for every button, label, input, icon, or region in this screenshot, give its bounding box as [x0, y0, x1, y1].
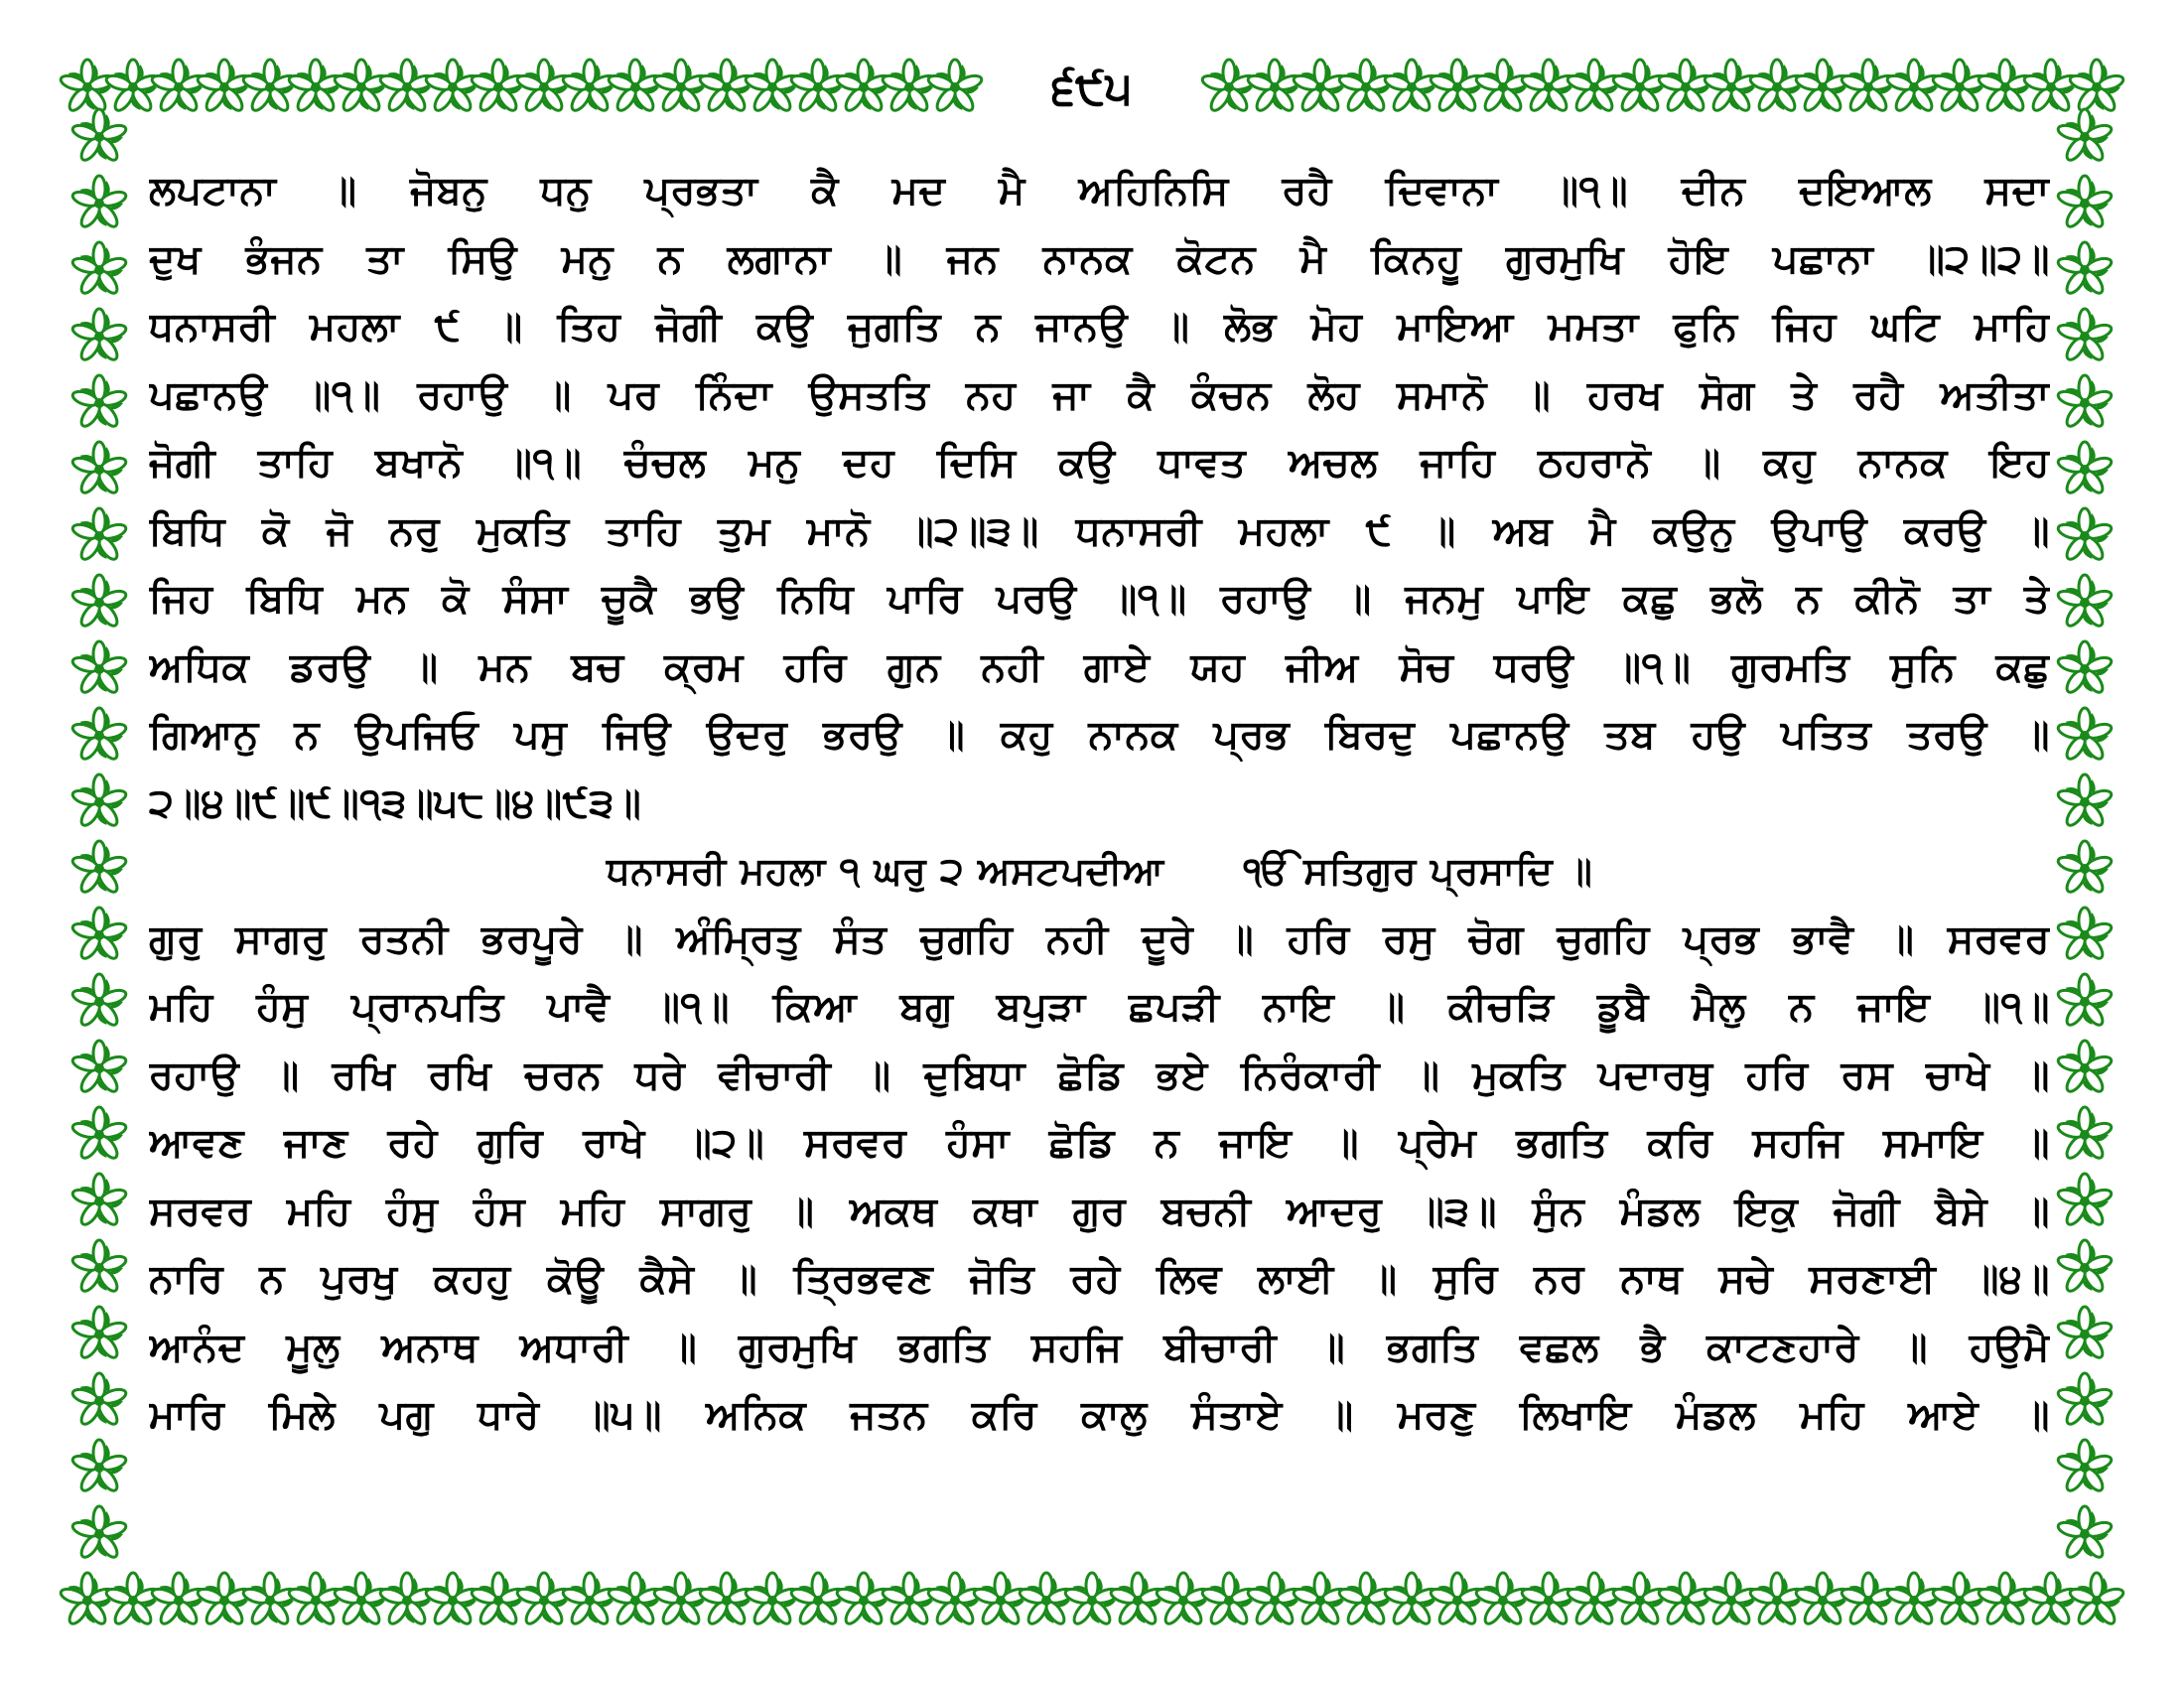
border-flower-icon [1475, 60, 1532, 113]
border-flower-icon [1201, 1573, 1258, 1626]
border-flower-icon [2057, 1041, 2114, 1094]
border-flower-icon [1704, 1573, 1760, 1626]
text-line: ਮਹਿ ਹੰਸੁ ਪ੍ਰਾਨਪਤਿ ਪਾਵੈ ॥੧॥ ਕਿਆ ਬਗੁ ਬਪੁੜਾ ਛਪੜੀ ਨਾਇ ॥ ਕੀਚੜਿ ਡੂਬੈ ਮੈਲੁ ਨ ਜਾਇ ॥੧॥ [149, 984, 2050, 1030]
border-flower-icon [197, 1573, 253, 1626]
border-flower-icon [2057, 109, 2114, 163]
border-flower-icon [71, 109, 128, 163]
border-flower-icon [2057, 841, 2114, 895]
border-flower-icon [882, 60, 938, 113]
border-flower-icon [71, 1307, 128, 1360]
text-line: ਆਵਣ ਜਾਣ ਰਹੇ ਗੁਰਿ ਰਾਖੇ ॥੨॥ ਸਰਵਰ ਹੰਸਾ ਛੋਡਿ ਨ ਜਾਇ ॥ ਪ੍ਰੇਮ ਭਗਤਿ ਕਰਿ ਸਹਜਿ ਸਮਾਇ ॥ [149, 1120, 2050, 1166]
border-flower-icon [608, 60, 664, 113]
text-line: ਰਹਾਉ ॥ ਰਖਿ ਰਖਿ ਚਰਨ ਧਰੇ ਵੀਚਾਰੀ ॥ ਦੁਬਿਧਾ ਛੋਡਿ ਭਏ ਨਿਰੰਕਾਰੀ ॥ ਮੁਕਤਿ ਪਦਾਰਥੁ ਹਰਿ ਰਸ ਚਾਖੇ ॥ [149, 1052, 2050, 1098]
border-flower-icon [699, 60, 755, 113]
border-flower-icon [653, 1573, 710, 1626]
border-flower-icon [242, 1573, 299, 1626]
border-flower-icon [1795, 60, 1851, 113]
border-flower-icon [2057, 641, 2114, 695]
border-flower-icon [60, 1573, 116, 1626]
border-flower-icon [1293, 60, 1349, 113]
border-flower-icon [745, 1573, 801, 1626]
border-flower-icon [2057, 309, 2114, 362]
border-flower-icon [197, 60, 253, 113]
border-flower-icon [2057, 1107, 2114, 1161]
border-flower-icon [2057, 508, 2114, 562]
border-flower-icon [2057, 774, 2114, 828]
border-flower-icon [2057, 974, 2114, 1028]
border-flower-icon [1612, 60, 1669, 113]
border-flower-icon [151, 60, 207, 113]
border-flower-icon [71, 442, 128, 495]
border-flower-icon [2057, 1174, 2114, 1227]
border-flower-icon [562, 60, 618, 113]
border-flower-icon [1064, 1573, 1121, 1626]
border-flower-icon [105, 1573, 162, 1626]
border-flower-icon [1156, 1573, 1212, 1626]
border-flower-icon [2023, 1573, 2080, 1626]
border-flower-icon [882, 1573, 938, 1626]
border-flower-icon [1567, 60, 1623, 113]
border-flower-icon [1749, 60, 1806, 113]
border-flower-icon [1886, 1573, 1943, 1626]
border-flower-icon [1338, 1573, 1395, 1626]
text-line: ਨਾਰਿ ਨ ਪੁਰਖੁ ਕਹਹੁ ਕੋਊ ਕੈਸੇ ॥ ਤ੍ਰਿਭਵਣ ਜੋਤਿ ਰਹੇ ਲਿਵ ਲਾਈ ॥ ਸੁਰਿ ਨਰ ਨਾਥ ਸਚੇ ਸਰਣਾਈ ॥੪॥ [149, 1256, 2050, 1302]
border-flower-icon [71, 1174, 128, 1227]
border-flower-icon [516, 60, 573, 113]
border-flower-icon [288, 1573, 344, 1626]
border-flower-icon [425, 60, 481, 113]
border-flower-icon [2057, 442, 2114, 495]
border-flower-icon [836, 60, 892, 113]
border-flower-icon [471, 1573, 527, 1626]
border-flower-icon [71, 1240, 128, 1294]
page-number: ੬੯੫ [1003, 58, 1181, 117]
border-flower-icon [71, 974, 128, 1028]
border-flower-icon [2069, 60, 2125, 113]
border-flower-icon [71, 1373, 128, 1427]
border-flower-icon [71, 242, 128, 296]
border-flower-icon [334, 1573, 390, 1626]
text-line: ਜੋਗੀ ਤਾਹਿ ਬਖਾਨੋ ॥੧॥ ਚੰਚਲ ਮਨੁ ਦਹ ਦਿਸਿ ਕਉ ਧਾਵਤ ਅਚਲ ਜਾਹਿ ਠਹਰਾਨੋ ॥ ਕਹੁ ਨਾਨਕ ਇਹ [149, 440, 2050, 486]
border-flower-icon [2057, 1440, 2114, 1493]
border-flower-icon [1795, 1573, 1851, 1626]
verse-numbering-line: ੨॥੪॥੯॥੯॥੧੩॥੫੮॥੪॥੯੩॥ [149, 779, 642, 826]
border-flower-icon [2057, 575, 2114, 629]
border-flower-icon [1384, 60, 1440, 113]
text-line: ਧਨਾਸਰੀ ਮਹਲਾ ੯ ॥ ਤਿਹ ਜੋਗੀ ਕਉ ਜੁਗਤਿ ਨ ਜਾਨਉ ॥ ਲੋਭ ਮੋਹ ਮਾਇਆ ਮਮਤਾ ਫੁਨਿ ਜਿਹ ਘਟਿ ਮਾਹਿ [149, 304, 2050, 350]
border-flower-icon [71, 641, 128, 695]
border-flower-icon [105, 60, 162, 113]
border-flower-icon [1019, 1573, 1075, 1626]
border-flower-icon [71, 708, 128, 762]
border-flower-icon [1704, 60, 1760, 113]
border-flower-icon [1612, 1573, 1669, 1626]
border-flower-icon [60, 60, 116, 113]
border-flower-icon [71, 1041, 128, 1094]
text-line: ਜਿਹ ਬਿਧਿ ਮਨ ਕੋ ਸੰਸਾ ਚੂਕੈ ਭਉ ਨਿਧਿ ਪਾਰਿ ਪਰਉ ॥੧॥ ਰਹਾਉ ॥ ਜਨਮੁ ਪਾਇ ਕਛੁ ਭਲੋ ਨ ਕੀਨੋ ਤਾ ਤੇ [149, 576, 2050, 622]
border-flower-icon [242, 60, 299, 113]
text-line: ਪਛਾਨਉ ॥੧॥ ਰਹਾਉ ॥ ਪਰ ਨਿੰਦਾ ਉਸਤਤਿ ਨਹ ਜਾ ਕੈ ਕੰਚਨ ਲੋਹ ਸਮਾਨੋ ॥ ਹਰਖ ਸੋਗ ਤੇ ਰਹੈ ਅਤੀਤਾ [149, 371, 2050, 418]
border-flower-icon [790, 1573, 847, 1626]
border-flower-icon [71, 1107, 128, 1161]
border-flower-icon [745, 60, 801, 113]
border-flower-icon [699, 1573, 755, 1626]
border-flower-icon [1932, 60, 1988, 113]
border-flower-icon [71, 841, 128, 895]
border-flower-icon [334, 60, 390, 113]
border-flower-icon [2023, 60, 2080, 113]
section-heading [149, 837, 2050, 906]
border-flower-icon [71, 575, 128, 629]
border-flower-icon [1841, 60, 1897, 113]
border-flower-icon [379, 60, 436, 113]
border-flower-icon [1384, 1573, 1440, 1626]
border-flower-icon [1430, 60, 1486, 113]
border-flower-icon [1201, 60, 1258, 113]
text-line: ਗੁਰੁ ਸਾਗਰੁ ਰਤਨੀ ਭਰਪੂਰੇ ॥ ਅੰਮ੍ਰਿਤੁ ਸੰਤ ਚੁਗਹਿ ਨਹੀ ਦੂਰੇ ॥ ਹਰਿ ਰਸੁ ਚੋਗ ਚੁਗਹਿ ਪ੍ਰਭ ਭਾਵੈ ॥ ਸਰਵਰ [149, 915, 2050, 962]
border-flower-icon [1475, 1573, 1532, 1626]
border-flower-icon [516, 1573, 573, 1626]
text-line: ਅਧਿਕ ਡਰਉ ॥ ਮਨ ਬਚ ਕ੍ਰਮ ਹਰਿ ਗੁਨ ਨਹੀ ਗਾਏ ਯਹ ਜੀਅ ਸੋਚ ਧਰਉ ॥੧॥ ਗੁਰਮਤਿ ਸੁਨਿ ਕਛੁ [149, 643, 2050, 690]
border-flower-icon [1247, 1573, 1303, 1626]
border-flower-icon [1658, 60, 1714, 113]
border-flower-icon [608, 1573, 664, 1626]
border-flower-icon [2057, 908, 2114, 961]
border-flower-icon [1521, 60, 1577, 113]
border-flower-icon [71, 375, 128, 429]
border-flower-icon [2057, 176, 2114, 229]
scripture-text [149, 157, 2050, 1450]
text-line: ਲਪਟਾਨਾ ॥ ਜੋਬਨੁ ਧਨੁ ਪ੍ਰਭਤਾ ਕੈ ਮਦ ਮੈ ਅਹਿਨਿਸਿ ਰਹੈ ਦਿਵਾਨਾ ॥੧॥ ਦੀਨ ਦਇਆਲ ਸਦਾ [149, 168, 2050, 213]
border-flower-icon [653, 60, 710, 113]
heading-raag-title: ਧਨਾਸਰੀ ਮਹਲਾ ੧ ਘਰੁ ੨ ਅਸਟਪਦੀਆ [606, 849, 1164, 893]
border-flower-icon [790, 60, 847, 113]
border-flower-icon [927, 60, 984, 113]
border-flower-icon [2057, 375, 2114, 429]
border-flower-icon [927, 1573, 984, 1626]
border-flower-icon [71, 1506, 128, 1560]
border-flower-icon [2057, 1506, 2114, 1560]
border-flower-icon [2057, 1307, 2114, 1360]
border-flower-icon [562, 1573, 618, 1626]
border-flower-icon [71, 1440, 128, 1493]
border-flower-icon [1978, 1573, 2034, 1626]
border-flower-icon [71, 908, 128, 961]
border-flower-icon [2057, 708, 2114, 762]
text-line: ਗਿਆਨੁ ਨ ਉਪਜਿਓ ਪਸੁ ਜਿਉ ਉਦਰੁ ਭਰਉ ॥ ਕਹੁ ਨਾਨਕ ਪ੍ਰਭ ਬਿਰਦੁ ਪਛਾਨਉ ਤਬ ਹਉ ਪਤਿਤ ਤਰਉ ॥ [149, 712, 2050, 758]
border-flower-icon [425, 1573, 481, 1626]
border-flower-icon [1567, 1573, 1623, 1626]
border-flower-icon [1247, 60, 1303, 113]
text-line: ਬਿਧਿ ਕੋ ਜੋ ਨਰੁ ਮੁਕਤਿ ਤਾਹਿ ਤੁਮ ਮਾਨੋ ॥੨॥੩॥ ਧਨਾਸਰੀ ਮਹਲਾ ੯ ॥ ਅਬ ਮੈ ਕਉਨੁ ਉਪਾਉ ਕਰਉ ॥ [149, 507, 2050, 554]
border-flower-icon [71, 176, 128, 229]
border-flower-icon [1749, 1573, 1806, 1626]
border-flower-icon [288, 60, 344, 113]
text-line: ਆਨੰਦ ਮੂਲੁ ਅਨਾਥ ਅਧਾਰੀ ॥ ਗੁਰਮੁਖਿ ਭਗਤਿ ਸਹਜਿ ਬੀਚਾਰੀ ॥ ਭਗਤਿ ਵਛਲ ਭੈ ਕਾਟਣਹਾਰੇ ॥ ਹਉਮੈ [149, 1324, 2050, 1370]
border-flower-icon [151, 1573, 207, 1626]
border-flower-icon [836, 1573, 892, 1626]
text-line: ਦੁਖ ਭੰਜਨ ਤਾ ਸਿਉ ਮਨੁ ਨ ਲਗਾਨਾ ॥ ਜਨ ਨਾਨਕ ਕੋਟਨ ਮੈ ਕਿਨਹੂ ਗੁਰਮੁਖਿ ਹੋਇ ਪਛਾਨਾ ॥੨॥੨॥ [149, 235, 2050, 282]
border-flower-icon [379, 1573, 436, 1626]
border-flower-icon [1978, 60, 2034, 113]
border-flower-icon [2057, 242, 2114, 296]
border-flower-icon [71, 774, 128, 828]
border-flower-icon [1338, 60, 1395, 113]
heading-mool-invocation: ੴ ਸਤਿਗੁਰ ਪ੍ਰਸਾਦਿ ॥ [1243, 849, 1593, 893]
border-flower-icon [2057, 1373, 2114, 1427]
border-flower-icon [1521, 1573, 1577, 1626]
border-flower-icon [471, 60, 527, 113]
border-flower-icon [1430, 1573, 1486, 1626]
border-flower-icon [2069, 1573, 2125, 1626]
border-flower-icon [1886, 60, 1943, 113]
border-flower-icon [1293, 1573, 1349, 1626]
border-flower-icon [1932, 1573, 1988, 1626]
border-flower-icon [1658, 1573, 1714, 1626]
text-line: ਸਰਵਰ ਮਹਿ ਹੰਸੁ ਹੰਸ ਮਹਿ ਸਾਗਰੁ ॥ ਅਕਥ ਕਥਾ ਗੁਰ ਬਚਨੀ ਆਦਰੁ ॥੩॥ ਸੁੰਨ ਮੰਡਲ ਇਕੁ ਜੋਗੀ ਬੈਸੇ ॥ [149, 1188, 2050, 1234]
border-flower-icon [1841, 1573, 1897, 1626]
border-flower-icon [71, 508, 128, 562]
border-flower-icon [71, 309, 128, 362]
border-flower-icon [1110, 1573, 1166, 1626]
border-flower-icon [973, 1573, 1029, 1626]
text-line: ਮਾਰਿ ਮਿਲੇ ਪਗੁ ਧਾਰੇ ॥੫॥ ਅਨਿਕ ਜਤਨ ਕਰਿ ਕਾਲੁ ਸੰਤਾਏ ॥ ਮਰਣੁ ਲਿਖਾਇ ਮੰਡਲ ਮਹਿ ਆਏ ॥ [149, 1392, 2050, 1438]
border-flower-icon [2057, 1240, 2114, 1294]
